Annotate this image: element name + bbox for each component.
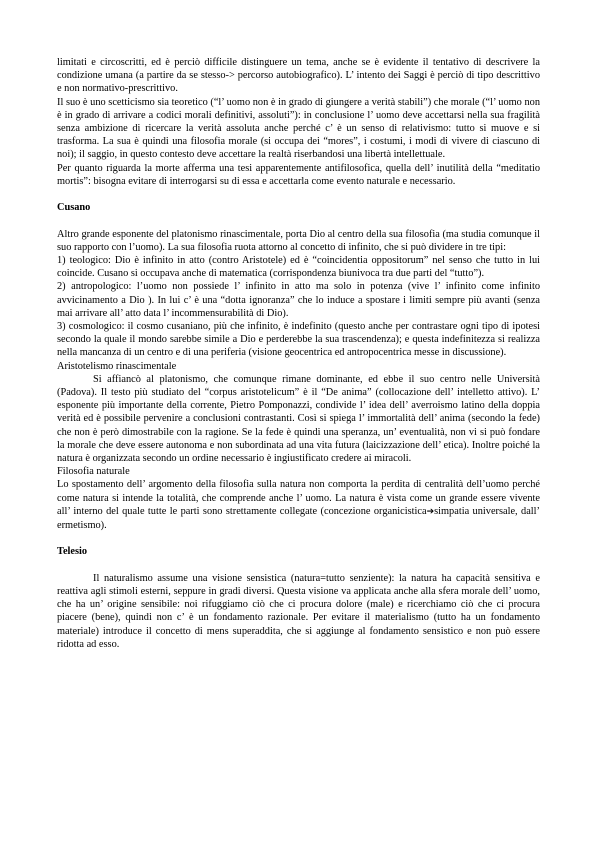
list-item-infinito-cosmologico: 3) cosmologico: il cosmo cusaniano, più che infinito, è indefinito (questo anche per contrastare ogni tipo di ipotesi secondo la quale il mondo sarebbe simile a Dio e perderebbe la sua trascendenza); e questa indefinitezza si realizza nella mancanza di un centro e di una periferia (visione geocentrica ed antropocentrica messe in discussione). <box>57 321 540 359</box>
paragraph-filosofia-naturale <box>57 478 540 532</box>
spacer <box>57 532 540 545</box>
subheading-filosofia-naturale: Filosofia naturale <box>57 466 130 478</box>
right-arrow-icon: ➔ <box>426 506 435 517</box>
paragraph-morte: Per quanto riguarda la morte afferma una tesi apparentemente antifilosofica, quella dell’ inutilità della “meditatio mortis”: bisogna evitare di interrogarsi su di essa e accettarla come evento naturale e necessario. <box>57 162 540 187</box>
spacer <box>57 188 540 201</box>
list-item-infinito-teologico: 1) teologico: Dio è infinito in atto (contro Aristotele) ed è “coincidentia oppositorum” nel senso che tutto in lui coincide. Cusano si occupava anche di matematica (corrispondenza biunivoca tra due parti del “tutto”). <box>57 255 540 280</box>
list-item-infinito-antropologico: 2) antropologico: l’uomo non possiede l’ infinito in atto ma solo in potenza (vive l’ infinito come infinito avvicinamento a Dio ). In lui c’ è una “dotta ignoranza” che lo induce a spostare i limiti sempre più avanti (senza mai arrivare all’ atto data l’ incommensurabilità di Dio). <box>57 281 540 319</box>
spacer <box>57 214 540 227</box>
subheading-aristotelismo: Aristotelismo rinascimentale <box>57 360 177 372</box>
section-heading-cusano: Cusano <box>57 202 91 214</box>
paragraph-montaigne-saggi: limitati e circoscritti, ed è perciò difficile distinguere un tema, anche se è evidente il tentativo di descrivere la condizione umana (a partire da se stesso-> percorso autobiografico). L’ intento dei Saggi è perciò di tipo descrittivo e non normativo-prescrittivo. <box>57 57 540 95</box>
paragraph-aristotelismo: Si affiancò al platonismo, che comunque rimane dominante, ed ebbe il suo centro nelle Università (Padova). Il testo più studiato del “corpus aristotelicum” è il “De anima” (collocazione dell’ intelletto attivo). L’ esponente più importante della corrente, Pietro Pomponazzi, condivide l’ idea dell’ averroismo latino della doppia verità ed è possibile pervenire a conclusioni contrastanti. Così si spiega l’ immortalità dell’ anima (secondo la fede) che non è però dimostrabile con la ragione. Se la fede è quindi una speranza, un’ eventualità, non vi si può fondare la morale che deve essere autonoma e non subordinata ad una vita futura (laicizzazione dell’ etica). Inoltre poiché la natura è organizzata secondo un ordine necessario è ingiustificato credere ai miracoli. <box>57 373 540 465</box>
paragraph-scetticismo: Il suo è uno scetticismo sia teoretico (“l’ uomo non è in grado di giungere a verità stabili”) che morale (“l’ uomo non è in grado di arrivare a codici morali definitivi, assoluti”): in conclusione l’ uomo deve accettarsi nella sua fragilità senza ambizione di ricercare la verità assoluta anche perché c’ è un senso di relativismo: tutto si muove e si trasforma. La sua è quindi una filosofia morale (si occupa dei “mores”, i costumi, i modi di vivere di ciascuno di noi); il saggio, in questo contesto deve accettare la realtà riserbandosi una libertà intellettuale. <box>57 96 540 161</box>
document-page <box>57 56 540 651</box>
section-heading-telesio: Telesio <box>57 546 88 558</box>
filosofia-text-part-a: Lo spostamento dell’ argomento della filosofia sulla natura non comporta la perdita di centralità dell’uomo perché come natura si intende la totalità, che comprende anche l’ uomo. La natura è vista come un grande essere vivente all’ interno del quale tutte le parti sono strettamente collegate (concezione organicistica <box>57 479 540 517</box>
paragraph-cusano-intro: Altro grande esponente del platonismo rinascimentale, porta Dio al centro della sua filosofia (ma studia comunque il suo rapporto con l’uomo). La sua filosofia ruota attorno al concetto di infinito, che si può dividere in tre tipi: <box>57 228 540 253</box>
paragraph-telesio: Il naturalismo assume una visione sensistica (natura=tutto senziente): la natura ha capacità sensitiva e reattiva agli stimoli esterni, seppure in gradi diversi. Questa visione va applicata anche alla sfera morale dell’ uomo, che ha un’ origine sensibile: noi rifuggiamo ciò che ci procura dolore (male) e ricerchiamo ciò che ci procura piacere (bene), quindi non c’ è un fondamento razionale. Per evitare il materialismo (tutto ha un fondamento materiale) introduce il concetto di mens superaddita, che si aggiunge al fondamento sensistico e non può essere ridotta ad esso. <box>57 572 540 650</box>
spacer <box>57 559 540 572</box>
filosofia-text-part-b: simpatia universale, dall’ ermetismo). <box>57 505 540 532</box>
